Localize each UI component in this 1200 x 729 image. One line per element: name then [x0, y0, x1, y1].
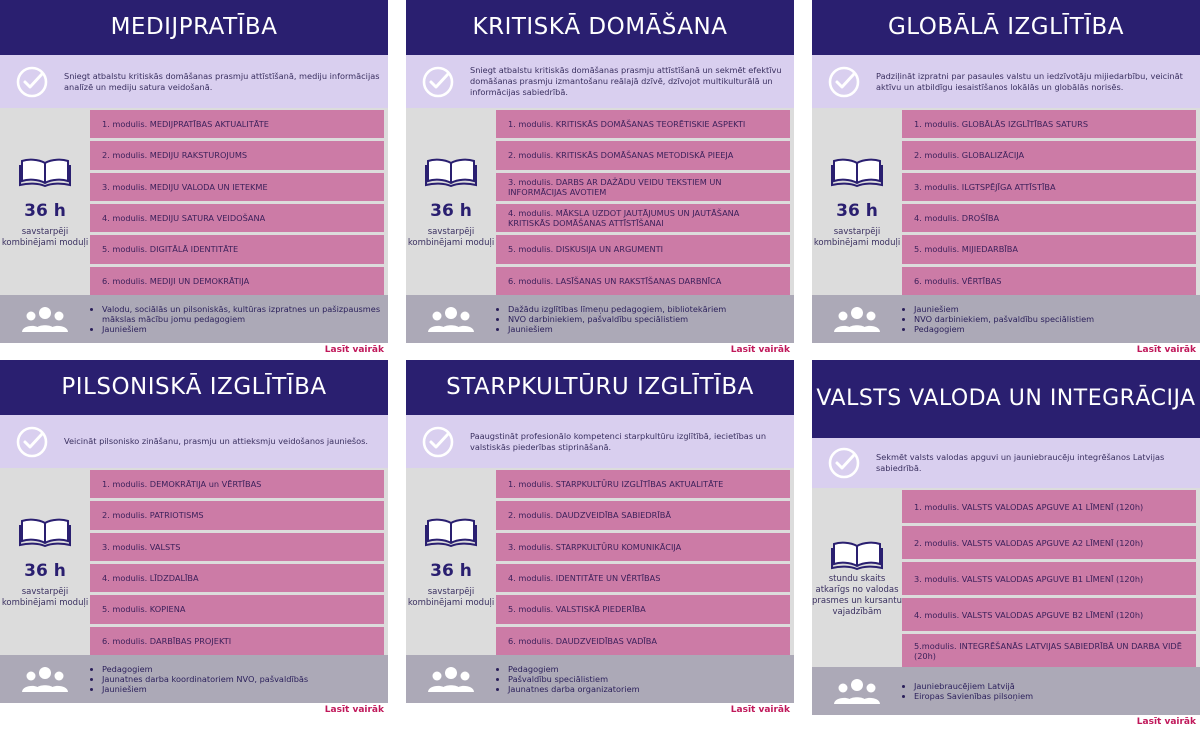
group-people-icon: [406, 664, 496, 694]
card-title: VALSTS VALODA UN INTEGRĀCIJA: [812, 360, 1200, 438]
module-item[interactable]: 4. modulis. IDENTITĀTE UN VĒRTĪBAS: [496, 564, 790, 592]
audience-item: • Valodu, sociālās un pilsoniskās, kultūras izpratnes un pašizpausmes mākslas mācību jomu pedagogiem: [102, 304, 388, 324]
read-more-link[interactable]: Lasīt vairāk: [406, 343, 794, 357]
audience-list: [90, 664, 308, 694]
hours-description: savstarpēji kombinējami moduļi: [407, 226, 495, 248]
modules-section: [0, 468, 388, 655]
audience-item: • Jaunatnes darba koordinatoriem NVO, pašvaldībās: [102, 674, 308, 684]
audience-list: [496, 304, 726, 334]
modules-list: [90, 470, 388, 655]
course-card: [812, 360, 1200, 729]
course-card: [812, 0, 1200, 357]
module-item[interactable]: 5. modulis. VALSTISKĀ PIEDERĪBA: [496, 595, 790, 623]
audience-item: • Jauniešiem: [102, 324, 388, 334]
group-people-icon: [0, 664, 90, 694]
audience-item: • NVO darbiniekiem, pašvaldību speciālistiem: [914, 314, 1094, 324]
module-item[interactable]: 3. modulis. DARBS AR DAŽĀDU VEIDU TEKSTIEM UN INFORMĀCIJAS AVOTIEM: [496, 173, 790, 201]
modules-section: [812, 488, 1200, 667]
check-circle-icon: [406, 425, 470, 459]
module-item[interactable]: 5. modulis. DIGITĀLĀ IDENTITĀTE: [90, 235, 384, 263]
module-item[interactable]: 5.modulis. INTEGRĒŠANĀS LATVIJAS SABIEDRĪBĀ UN DARBA VIDĒ (20h): [902, 634, 1196, 667]
hours-description: stundu skaits atkarīgs no valodas prasmes un kursantu vajadzībām: [812, 573, 902, 617]
hours-description: savstarpēji kombinējami moduļi: [1, 226, 89, 248]
audience-item: • Jauniešiem: [914, 304, 1094, 314]
open-book-icon: [18, 517, 72, 551]
module-item[interactable]: 3. modulis. MEDIJU VALODA UN IETEKME: [90, 173, 384, 201]
module-item[interactable]: 1. modulis. STARPKULTŪRU IZGLĪTĪBAS AKTUALITĀTE: [496, 470, 790, 498]
group-people-icon: [812, 304, 902, 334]
open-book-icon: [830, 157, 884, 191]
card-title: PILSONISKĀ IZGLĪTĪBA: [0, 360, 388, 415]
module-item[interactable]: 2. modulis. DAUDZVEIDĪBA SABIEDRĪBĀ: [496, 501, 790, 529]
hours-value: 36 h: [430, 560, 472, 581]
group-people-icon: [0, 304, 90, 334]
modules-list: [90, 110, 388, 295]
goal-section: [0, 415, 388, 468]
module-item[interactable]: 5. modulis. KOPIENA: [90, 595, 384, 623]
module-item[interactable]: 6. modulis. DAUDZVEIDĪBAS VADĪBA: [496, 627, 790, 655]
read-more-link[interactable]: Lasīt vairāk: [0, 343, 388, 357]
hours-value: 36 h: [24, 200, 66, 221]
hours-info: [406, 110, 496, 295]
card-title: GLOBĀLĀ IZGLĪTĪBA: [812, 0, 1200, 55]
module-item[interactable]: 3. modulis. STARPKULTŪRU KOMUNIKĀCIJA: [496, 533, 790, 561]
module-item[interactable]: 1. modulis. GLOBĀLĀS IZGLĪTĪBAS SATURS: [902, 110, 1196, 138]
hours-info: [812, 110, 902, 295]
module-item[interactable]: 4. modulis. MĀKSLA UZDOT JAUTĀJUMUS UN JAUTĀŠANA KRITISKĀS DOMĀŠANAS ATTĪSTĪŠANAI: [496, 204, 790, 232]
card-title: MEDIJPRATĪBA: [0, 0, 388, 55]
module-item[interactable]: 1. modulis. DEMOKRĀTIJA un VĒRTĪBAS: [90, 470, 384, 498]
modules-list: [902, 490, 1200, 667]
module-item[interactable]: 2. modulis. GLOBALIZĀCIJA: [902, 141, 1196, 169]
audience-item: • Jauniešiem: [508, 324, 726, 334]
audience-section: [812, 667, 1200, 715]
group-people-icon: [406, 304, 496, 334]
goal-section: [812, 438, 1200, 488]
audience-section: [406, 655, 794, 703]
module-item[interactable]: 6. modulis. DARBĪBAS PROJEKTI: [90, 627, 384, 655]
audience-item: • Dažādu izglītības līmeņu pedagogiem, bibliotekāriem: [508, 304, 726, 314]
audience-item: • Jaunatnes darba organizatoriem: [508, 684, 640, 694]
hours-description: savstarpēji kombinējami moduļi: [813, 226, 901, 248]
group-people-icon: [812, 676, 902, 706]
modules-section: [0, 108, 388, 295]
read-more-link[interactable]: Lasīt vairāk: [406, 703, 794, 717]
goal-section: [0, 55, 388, 108]
goal-text: Sekmēt valsts valodas apguvi un jauniebraucēju integrēšanos Latvijas sabiedrībā.: [876, 452, 1165, 473]
audience-item: • Eiropas Savienības pilsoņiem: [914, 691, 1033, 701]
open-book-icon: [424, 157, 478, 191]
goal-section: [406, 55, 794, 108]
module-item[interactable]: 3. modulis. ILGTSPĒJĪGA ATTĪSTĪBA: [902, 173, 1196, 201]
modules-list: [496, 470, 794, 655]
goal-section: [406, 415, 794, 468]
module-item[interactable]: 3. modulis. VALSTS: [90, 533, 384, 561]
modules-section: [406, 108, 794, 295]
goal-text: Sniegt atbalstu kritiskās domāšanas prasmju attīstīšanā un sekmēt efektīvu domāšanas prasmju izmantošanu reālajā dzīvē, dzīvojot multikulturālā un informācijas sabiedrībā.: [470, 65, 782, 97]
module-item[interactable]: 6. modulis. VĒRTĪBAS: [902, 267, 1196, 295]
module-item[interactable]: 4. modulis. VALSTS VALODAS APGUVE B2 LĪMENĪ (120h): [902, 598, 1196, 631]
goal-section: [812, 55, 1200, 108]
modules-list: [496, 110, 794, 295]
audience-list: [902, 304, 1094, 334]
audience-list: [496, 664, 640, 694]
check-circle-icon: [812, 65, 876, 99]
hours-description: savstarpēji kombinējami moduļi: [407, 586, 495, 608]
audience-section: [0, 295, 388, 343]
card-title: STARPKULTŪRU IZGLĪTĪBA: [406, 360, 794, 415]
course-card: [406, 360, 794, 717]
module-item[interactable]: 1. modulis. MEDIJPRATĪBAS AKTUALITĀTE: [90, 110, 384, 138]
module-item[interactable]: 1. modulis. VALSTS VALODAS APGUVE A1 LĪMENĪ (120h): [902, 490, 1196, 523]
modules-section: [812, 108, 1200, 295]
goal-text: Veicināt pilsonisko zināšanu, prasmju un attieksmju veidošanos jauniešos.: [64, 436, 369, 446]
audience-item: • Pedagogiem: [102, 664, 308, 674]
modules-list: [902, 110, 1200, 295]
audience-item: • Pedagogiem: [508, 664, 640, 674]
goal-text: Sniegt atbalstu kritiskās domāšanas prasmju attīstīšanā, mediju informācijas analīzē un mediju satura veidošanā.: [64, 70, 380, 92]
check-circle-icon: [406, 65, 470, 99]
check-circle-icon: [0, 425, 64, 459]
audience-item: • Jauniešiem: [102, 684, 308, 694]
audience-section: [406, 295, 794, 343]
audience-item: • Pašvaldību speciālistiem: [508, 674, 640, 684]
module-item[interactable]: 1. modulis. KRITISKĀS DOMĀŠANAS TEORĒTISKIE ASPEKTI: [496, 110, 790, 138]
hours-info: [0, 470, 90, 655]
course-card: [0, 360, 388, 717]
module-item[interactable]: 5. modulis. MIJIEDARBĪBA: [902, 235, 1196, 263]
course-card: [406, 0, 794, 357]
hours-info: [0, 110, 90, 295]
module-item[interactable]: 2. modulis. KRITISKĀS DOMĀŠANAS METODISKĀ PIEEJA: [496, 141, 790, 169]
audience-item: • Jauniebraucējiem Latvijā: [914, 681, 1033, 691]
module-item[interactable]: 2. modulis. MEDIJU RAKSTUROJUMS: [90, 141, 384, 169]
modules-section: [406, 468, 794, 655]
audience-item: • NVO darbiniekiem, pašvaldību speciālistiem: [508, 314, 726, 324]
open-book-icon: [830, 540, 884, 574]
open-book-icon: [18, 157, 72, 191]
hours-description: savstarpēji kombinējami moduļi: [1, 586, 89, 608]
audience-section: [812, 295, 1200, 343]
check-circle-icon: [812, 446, 876, 480]
hours-value: 36 h: [24, 560, 66, 581]
hours-info: [812, 490, 902, 667]
module-item[interactable]: 5. modulis. DISKUSIJA UN ARGUMENTI: [496, 235, 790, 263]
module-item[interactable]: 2. modulis. VALSTS VALODAS APGUVE A2 LĪMENĪ (120h): [902, 526, 1196, 559]
module-item[interactable]: 3. modulis. VALSTS VALODAS APGUVE B1 LĪMENĪ (120h): [902, 562, 1196, 595]
read-more-link[interactable]: Lasīt vairāk: [0, 703, 388, 717]
read-more-link[interactable]: Lasīt vairāk: [812, 343, 1200, 357]
audience-list: [902, 681, 1033, 701]
module-item[interactable]: 6. modulis. MEDIJI UN DEMOKRĀTIJA: [90, 267, 384, 295]
module-item[interactable]: 4. modulis. MEDIJU SATURA VEIDOŠANA: [90, 204, 384, 232]
module-item[interactable]: 6. modulis. LASĪŠANAS UN RAKSTĪŠANAS DARBNĪCA: [496, 267, 790, 295]
check-circle-icon: [0, 65, 64, 99]
hours-value: 36 h: [836, 200, 878, 221]
audience-list: [90, 304, 388, 334]
hours-info: [406, 470, 496, 655]
goal-text: Paaugstināt profesionālo kompetenci starpkultūru izglītībā, iecietības un valstiskās piederības stiprināšanā.: [470, 430, 767, 452]
course-card: [0, 0, 388, 357]
module-item[interactable]: 4. modulis. DROŠĪBA: [902, 204, 1196, 232]
hours-value: 36 h: [430, 200, 472, 221]
open-book-icon: [424, 517, 478, 551]
module-item[interactable]: 4. modulis. LĪDZDALĪBA: [90, 564, 384, 592]
read-more-link[interactable]: Lasīt vairāk: [812, 715, 1200, 729]
audience-section: [0, 655, 388, 703]
module-item[interactable]: 2. modulis. PATRIOTISMS: [90, 501, 384, 529]
card-title: KRITISKĀ DOMĀŠANA: [406, 0, 794, 55]
goal-text: Padziļināt izpratni par pasaules valstu un iedzīvotāju mijiedarbību, veicināt aktīvu un atbildīgu iesaistīšanos lokālās un globālās norisēs.: [876, 70, 1183, 92]
audience-item: • Pedagogiem: [914, 324, 1094, 334]
